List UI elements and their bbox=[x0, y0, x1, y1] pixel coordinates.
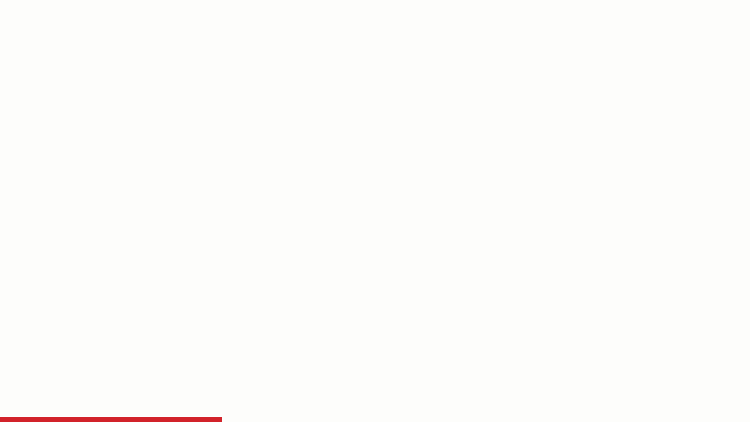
footer-rule-red bbox=[0, 417, 222, 422]
